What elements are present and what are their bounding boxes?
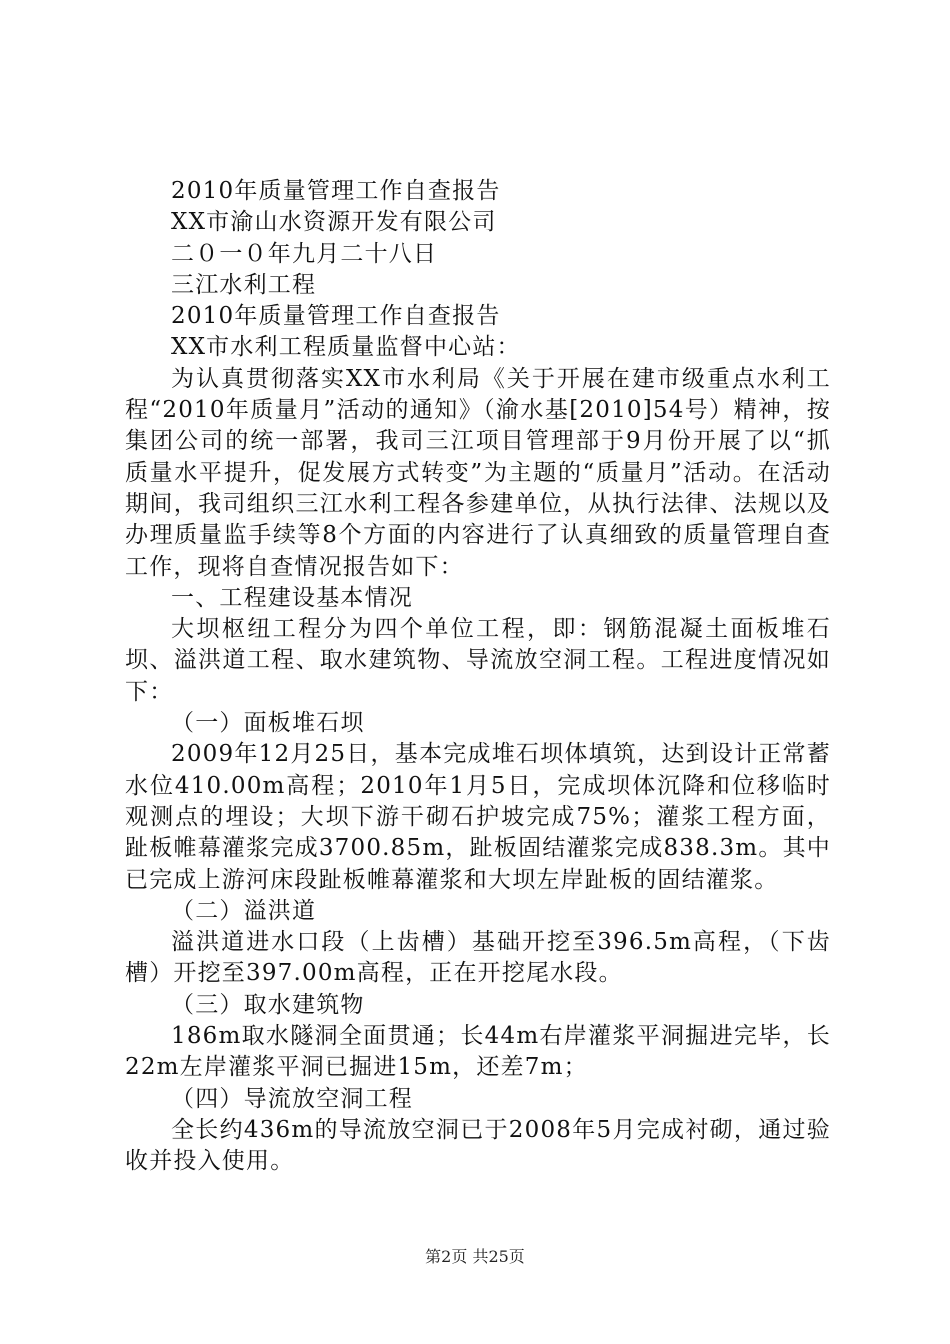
section-heading-1: 一、工程建设基本情况 [171, 584, 413, 611]
addressee: XX市水利工程质量监督中心站： [171, 334, 521, 361]
report-title: 2010年质量管理工作自查报告 [171, 303, 501, 330]
subsection-paragraph-2: 溢洪道进水口段（上齿槽）基础开挖至396.5m高程，（下齿槽）开挖至397.00m高程，正在开挖尾水段。 [125, 929, 831, 987]
subsection-heading-1: （一）面板堆石坝 [171, 710, 365, 737]
project-name: 三江水利工程 [171, 271, 317, 298]
page-number-footer: 第2页 共25页 [425, 1247, 525, 1266]
company-name: XX市渝山水资源开发有限公司 [171, 209, 497, 236]
subsection-heading-3: （三）取水建筑物 [171, 991, 365, 1018]
intro-paragraph: 为认真贯彻落实XX市水利局《关于开展在建市级重点水利工程“2010年质量月”活动的通知》（渝水基[2010]54号）精神，按集团公司的统一部署，我司三江项目管理部于9月份开展了以“抓质量水平提升，促发展方式转变”为主题的“质量月”活动。在活动期间，我司组织三江水利工程各参建单位，从执行法律、法规以及办理质量监手续等8个方面的内容进行了认真细致的质量管理自查工作，现将自查情况报告如下： [125, 365, 831, 580]
subsection-paragraph-3: 186m取水隧洞全面贯通；长44m右岸灌浆平洞掘进完毕，长22m左岸灌浆平洞已掘进15m，还差7m； [125, 1023, 831, 1081]
subsection-heading-2: （二）溢洪道 [171, 897, 317, 924]
subsection-heading-4: （四）导流放空洞工程 [171, 1085, 413, 1112]
section-paragraph-1: 大坝枢纽工程分为四个单位工程，即：钢筋混凝土面板堆石坝、溢洪道工程、取水建筑物、导流放空洞工程。工程进度情况如下： [125, 616, 831, 705]
subsection-paragraph-4: 全长约436m的导流放空洞已于2008年5月完成衬砌，通过验收并投入使用。 [125, 1116, 831, 1175]
title-line: 2010年质量管理工作自查报告 [171, 178, 501, 204]
subsection-paragraph-1: 2009年12月25日，基本完成堆石坝体填筑，达到设计正常蓄水位410.00m高程；2010年1月5日，完成坝体沉降和位移临时观测点的埋设；大坝下游干砌石护坡完成75%；灌浆工程方面，趾板帷幕灌浆完成3700.85m，趾板固结灌浆完成838.3m。其中已完成上游河床段趾板帷幕灌浆和大坝左岸趾板的固结灌浆。 [125, 741, 831, 893]
report-date: 二０一０年九月二十八日 [171, 240, 438, 267]
document-body [125, 176, 831, 1178]
